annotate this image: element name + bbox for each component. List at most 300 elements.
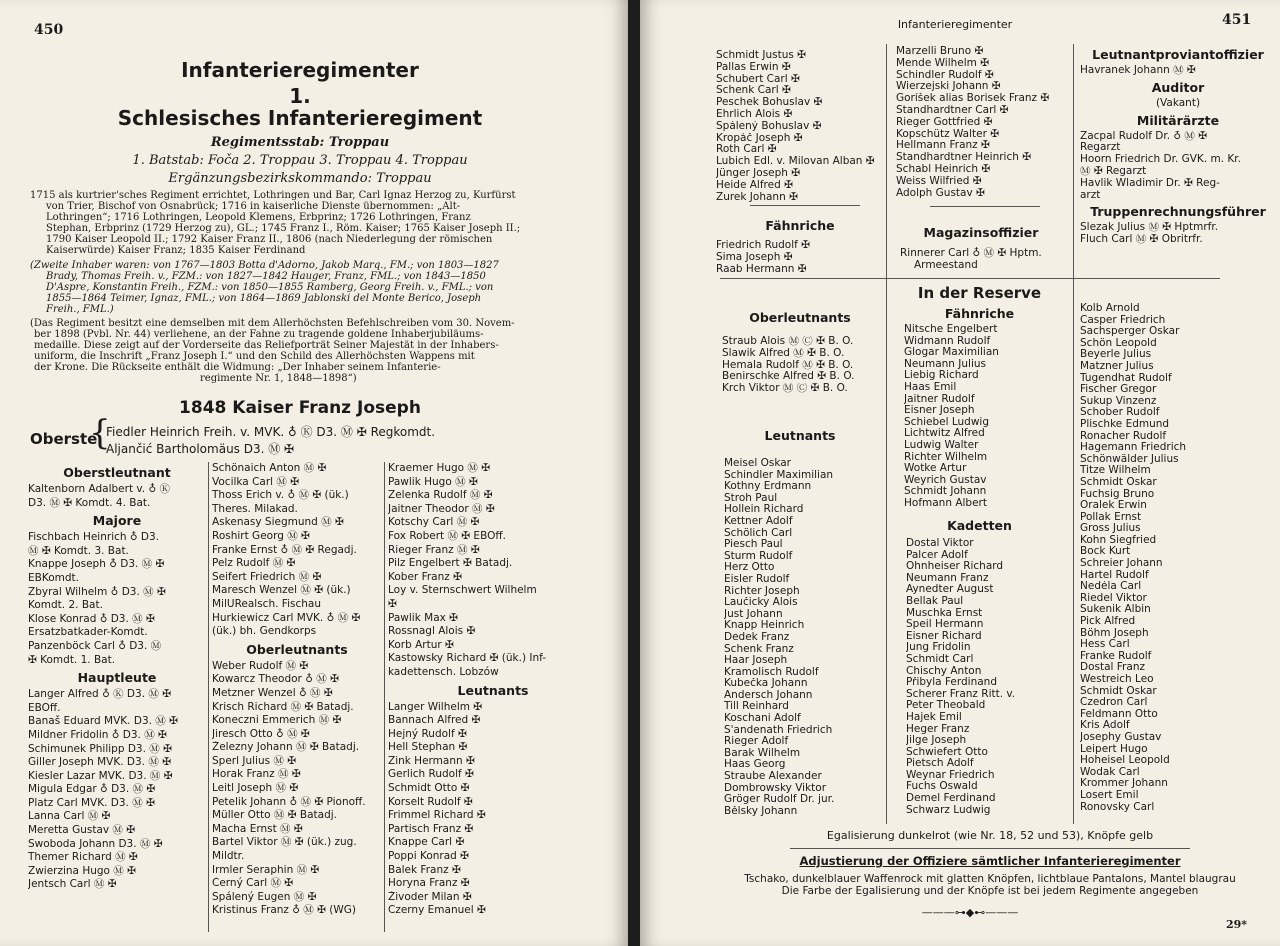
regiment-number: 1. bbox=[289, 84, 311, 108]
roster-entry: Schober Rudolf bbox=[1080, 407, 1160, 419]
roster-entry: Feldmann Otto bbox=[1080, 708, 1158, 720]
roster-entry: Sachsperger Oskar bbox=[1080, 326, 1180, 338]
roster-entry: EBKomdt. bbox=[28, 571, 79, 584]
roster-entry: ✠ bbox=[388, 597, 397, 610]
left-page bbox=[0, 0, 628, 946]
roster-entry: Hagemann Friedrich bbox=[1080, 442, 1187, 454]
roster-entry: Franke Rudolf bbox=[1080, 650, 1152, 662]
roster-entry: Hofmann Albert bbox=[904, 497, 987, 509]
roster-entry: Kristinus Franz ♁ Ⓜ ✠ (WG) bbox=[212, 904, 356, 917]
medaille-text: (Das Regiment besitzt eine demselben mit dem Allerhöchsten Befehlschreiben vom 30. Novem- ber 1898 (Pvbl. Nr. 44) verliehene, an der Fahne zu tragende goldene Inhaberjubiläums- medaille. Diese zeigt auf der Vorderseite das Reliefporträt Seiner Majestät in der Inhabers- uniform, die Inschrift „Franz Joseph I.“ und den Schild des Allerhöchsten Wappens mit der Krone. Die Rückseite enthält die Widmung: „Der Inhaber seinem Infanterie- regimente Nr. 1, 1848—1898“) bbox=[30, 318, 515, 384]
roster-entry: Müller Otto Ⓜ ✠ Batadj. bbox=[212, 809, 338, 822]
roster-entry: Heide Alfred ✠ bbox=[716, 179, 793, 191]
roster-entry: Piesch Paul bbox=[724, 539, 783, 551]
roster-entry: Hemala Rudolf Ⓜ ✠ B. O. bbox=[722, 359, 854, 371]
roster-entry: Rieger Adolf bbox=[724, 736, 789, 748]
roster-entry: Slawik Alfred Ⓜ ✠ B. O. bbox=[722, 347, 845, 359]
regiment-name: Schlesisches Infanterieregiment bbox=[117, 106, 483, 130]
reserve-oberleutnants-heading: Oberleutnants bbox=[749, 310, 851, 325]
roster-entry: Zacpal Rudolf Dr. ♁ Ⓜ ✠ bbox=[1080, 130, 1208, 142]
roster-entry: Hoorn Friedrich Dr. GVK. m. Kr. bbox=[1080, 154, 1241, 166]
roster-entry: Schönaich Anton Ⓜ ✠ bbox=[212, 462, 327, 474]
roster-entry: (Vakant) bbox=[1155, 97, 1201, 109]
roster-entry: Wodak Carl bbox=[1080, 766, 1140, 778]
roster-entry: Schubert Carl ✠ bbox=[716, 73, 800, 85]
roster-entry: Sturm Rudolf bbox=[724, 550, 793, 562]
roster-entry: Weiss Wilfried ✠ bbox=[896, 175, 982, 187]
roster-entry: Askenasy Siegmund Ⓜ ✠ bbox=[212, 516, 344, 529]
section-heading: Militärärzte bbox=[1136, 113, 1220, 128]
roster-entry: Till Reinhard bbox=[724, 701, 789, 713]
roster-entry: Regarzt bbox=[1080, 142, 1121, 154]
roster-entry: Andersch Johann bbox=[724, 689, 813, 701]
roster-entry: Ehrlich Alois ✠ bbox=[716, 108, 793, 120]
roster-entry: Kothny Erdmann bbox=[724, 481, 812, 493]
roster-entry: arzt bbox=[1080, 189, 1101, 201]
reserve-faehnriche-list bbox=[904, 324, 1072, 510]
roster-entry: Haas Georg bbox=[724, 759, 786, 771]
roster-entry: Kohn Siegfried bbox=[1080, 534, 1157, 546]
roster-entry: Plischke Edmund bbox=[1080, 418, 1170, 430]
roster-entry: Liebig Richard bbox=[904, 370, 979, 382]
roster-entry: Leipert Hugo bbox=[1080, 743, 1148, 755]
roster-entry: Schreier Johann bbox=[1080, 558, 1163, 570]
roster-entry: Havlik Wladimir Dr. ✠ Reg- bbox=[1080, 177, 1220, 189]
section-heading: Infanterieregimenter bbox=[181, 58, 419, 82]
roster-entry: Straube Alexander bbox=[724, 771, 822, 783]
roster-entry: Schenk Franz bbox=[724, 643, 794, 655]
roster-entry: Chischy Anton bbox=[906, 665, 982, 677]
roster-entry: Slezak Julius Ⓜ ✠ Hptmrfr. bbox=[1080, 222, 1219, 234]
roster-entry: Schindler Rudolf ✠ bbox=[896, 69, 994, 81]
roster-entry: Schönwälder Julius bbox=[1080, 453, 1179, 465]
faehnriche-heading: Fähnriche bbox=[765, 218, 835, 233]
roster-entry: Knappe Carl ✠ bbox=[388, 836, 465, 849]
roster-entry: Jiresch Otto ♁ Ⓜ ✠ bbox=[212, 727, 310, 740]
roster-entry: Petelik Johann ♁ Ⓜ ✠ Pionoff. bbox=[212, 795, 366, 808]
roster-entry: Losert Emil bbox=[1080, 789, 1139, 801]
book-gutter bbox=[628, 0, 640, 946]
column-c-reserve bbox=[1080, 303, 1276, 813]
roster-entry: Straub Alois Ⓜ Ⓒ ✠ B. O. bbox=[722, 336, 854, 347]
roster-entry: Dostal Viktor bbox=[906, 538, 974, 549]
roster-entry: Černý Carl Ⓜ ✠ bbox=[212, 877, 294, 890]
roster-entry: Spálený Bohuslav ✠ bbox=[716, 120, 822, 132]
roster-entry: Glogar Maximilian bbox=[904, 347, 999, 359]
roster-entry: Richter Wilhelm bbox=[904, 451, 988, 463]
batstab: 1. Batstab: Foča 2. Troppau 3. Troppau 4. Troppau bbox=[132, 153, 468, 168]
roster-entry: Langer Alfred ♁ Ⓚ D3. Ⓜ ✠ bbox=[28, 688, 172, 701]
roster-entry: Živoder Milan ✠ bbox=[388, 890, 472, 903]
roster-entry: Matzner Julius bbox=[1080, 360, 1154, 372]
roster-entry: Stroh Paul bbox=[724, 492, 778, 504]
roster-entry: Loy v. Sternschwert Wilhelm bbox=[388, 584, 537, 597]
roster-entry: Westreich Leo bbox=[1080, 674, 1154, 685]
roster-entry: Migula Edgar ♁ D3. Ⓜ ✠ bbox=[28, 783, 156, 796]
roster-entry: Mildner Fridolin ♁ D3. Ⓜ ✠ bbox=[28, 728, 167, 741]
roster-entry: Kolb Arnold bbox=[1080, 303, 1140, 314]
roster-entry: Ronacher Rudolf bbox=[1080, 430, 1167, 442]
reserve-leutnants-list bbox=[724, 458, 884, 817]
roster-entry: Roth Carl ✠ bbox=[716, 144, 777, 156]
roster-entry: Aynedter August bbox=[906, 584, 994, 596]
roster-entry: Sukenik Albin bbox=[1080, 604, 1151, 616]
roster-entry: Pilz Engelbert ✠ Batadj. bbox=[388, 557, 513, 570]
roster-entry: Schwarz Ludwig bbox=[906, 804, 991, 816]
roster-entry: Haar Joseph bbox=[724, 655, 788, 667]
roster-entry: Kramolisch Rudolf bbox=[724, 666, 819, 678]
roster-entry: Speil Hermann bbox=[906, 619, 984, 631]
roster-entry: Lubich Edl. v. Milovan Alban ✠ bbox=[716, 156, 875, 168]
roster-entry: Komdt. 2. Bat. bbox=[28, 599, 103, 612]
column-b-leutnants bbox=[896, 46, 1072, 199]
roster-entry: Titze Wilhelm bbox=[1080, 465, 1151, 477]
roster-entry: Jünger Joseph ✠ bbox=[716, 167, 801, 179]
roster-entry: Lichtwitz Alfred bbox=[904, 428, 985, 440]
roster-entry: Czerny Emanuel ✠ bbox=[388, 904, 486, 917]
roster-entry: Krch Viktor Ⓜ Ⓒ ✠ B. O. bbox=[722, 383, 848, 395]
roster-entry: Richter Joseph bbox=[724, 585, 800, 597]
roster-entry: Goríšek alias Borisek Franz ✠ bbox=[896, 93, 1050, 105]
roster-entry: Zbyral Wilhelm ♁ D3. Ⓜ ✠ bbox=[28, 585, 166, 598]
roster-entry: Pawlik Hugo Ⓜ ✠ bbox=[388, 475, 478, 488]
roster-entry: Heger Franz bbox=[906, 723, 970, 735]
roster-entry: Koneczni Emmerich Ⓜ ✠ bbox=[212, 714, 342, 727]
section-heading: Hauptleute bbox=[77, 671, 157, 686]
roster-entry: Partisch Franz ✠ bbox=[388, 822, 474, 835]
roster-entry: Neumann Franz bbox=[906, 572, 989, 584]
roster-entry: Zelenka Rudolf Ⓜ ✠ bbox=[388, 489, 493, 502]
roster-entry: Standhardtner Heinrich ✠ bbox=[896, 152, 1032, 164]
roster-entry: Schmidt Otto ✠ bbox=[388, 782, 470, 795]
roster-entry: Ronovsky Carl bbox=[1080, 801, 1155, 813]
section-heading: Oberstleutnant bbox=[63, 466, 171, 480]
roster-entry: Weynar Friedrich bbox=[906, 769, 995, 781]
roster-entry: Knappe Joseph ♁ D3. Ⓜ ✠ bbox=[28, 558, 165, 571]
roster-entry: Pallas Erwin ✠ bbox=[716, 61, 791, 73]
roster-entry: MilURealsch. Fischau bbox=[212, 597, 321, 610]
roster-entry: Schwiefert Otto bbox=[906, 746, 988, 758]
roster-entry: Horyna Franz ✠ bbox=[388, 877, 470, 890]
history-text: 1715 als kurtrier'sches Regiment errichtet, Lothringen und Bar, Carl Ignaz Herzog zu, Kurfürst von Trier, Bischof von Osnabrück; 1716 in kaiserliche Dienste übernommen: „Alt- Lothringen“; 1716 Lothringen, Leopold Klemens, Erbprinz; 1726 Lothringen, Franz Stephan, Erbprinz (1729 Herzog zu), GL.; 1745 Franz I., Röm. Kaiser; 1765 Kaiser Joseph II.; 1790 Kaiser Leopold II.; 1792 Kaiser Franz II., 1806 (nach Niederlegung der römischen Kaiserwürde) Kaiser Franz; 1835 Kaiser Ferdinand bbox=[30, 190, 521, 256]
roster-entry: Widmann Rudolf bbox=[904, 335, 991, 347]
roster-entry: Hoheisel Leopold bbox=[1080, 755, 1170, 767]
roster-entry: Mildtr. bbox=[212, 850, 245, 863]
page-number-left: 450 bbox=[34, 22, 64, 38]
roster-entry: Leitl Joseph Ⓜ ✠ bbox=[212, 782, 299, 795]
magazin-heading: Magazinsoffizier bbox=[923, 225, 1039, 240]
roster-entry: Schiebel Ludwig bbox=[904, 416, 990, 428]
roster-entry: Kastowsky Richard ✠ (ük.) Inf- bbox=[388, 652, 547, 665]
roster-entry: Panzenböck Carl ♁ D3. Ⓜ bbox=[28, 639, 162, 652]
roster-entry: Bock Kurt bbox=[1080, 546, 1131, 558]
roster-entry: Hartel Rudolf bbox=[1080, 569, 1149, 581]
roster-entry: Barak Wilhelm bbox=[724, 747, 801, 759]
roster-entry: Ersatzbatkader-Komdt. bbox=[28, 626, 148, 639]
column-oberleutnants-leutnants bbox=[388, 462, 598, 918]
roster-entry: Rossnagl Alois ✠ bbox=[388, 625, 476, 638]
roster-entry: Marzelli Bruno ✠ bbox=[896, 46, 984, 57]
roster-entry: Eisner Richard bbox=[906, 630, 982, 642]
right-page bbox=[640, 0, 1280, 946]
roster-entry: Demel Ferdinand bbox=[906, 793, 996, 805]
section-heading: Majore bbox=[92, 514, 142, 529]
roster-entry: Beyerle Julius bbox=[1080, 349, 1152, 361]
roster-entry: Schimunek Philipp D3. Ⓜ ✠ bbox=[28, 742, 172, 755]
reserve-heading: In der Reserve bbox=[917, 284, 1042, 302]
roster-entry: Pietsch Adolf bbox=[906, 758, 974, 770]
magazin-list: Rinnerer Carl ♁ Ⓜ ✠ Hptm. Armeestand bbox=[900, 247, 1042, 271]
roster-entry: Spálený Eugen Ⓜ ✠ bbox=[212, 890, 317, 903]
roster-entry: Meisel Oskar bbox=[724, 458, 792, 469]
roster-entry: Jaitner Rudolf bbox=[904, 393, 975, 405]
roster-entry: Czedron Carl bbox=[1080, 697, 1148, 709]
section-heading: Truppenrechnungsführer bbox=[1090, 205, 1266, 220]
roster-entry: Gröger Rudolf Dr. jur. bbox=[724, 794, 835, 806]
roster-entry: Bělsky Johann bbox=[724, 805, 798, 817]
roster-entry: Přibyla Ferdinand bbox=[906, 677, 997, 689]
roster-entry: Kraemer Hugo Ⓜ ✠ bbox=[388, 462, 491, 474]
roster-entry: Böhm Joseph bbox=[1080, 627, 1149, 639]
roster-entry: Irmler Seraphin Ⓜ ✠ bbox=[212, 863, 320, 876]
roster-entry: Schölich Carl bbox=[724, 527, 793, 539]
roster-entry: Pawlik Max ✠ bbox=[388, 611, 458, 624]
roster-entry: Giller Joseph MVK. D3. Ⓜ ✠ bbox=[28, 756, 171, 769]
roster-entry: Bannach Alfred ✠ bbox=[388, 714, 481, 727]
roster-entry: Eisler Rudolf bbox=[724, 573, 790, 585]
roster-entry: Korselt Rudolf ✠ bbox=[388, 795, 473, 808]
ergaenzungsbezirk: Ergänzungsbezirkskommando: Troppau bbox=[168, 171, 432, 186]
roster-entry: Platz Carl MVK. D3. Ⓜ ✠ bbox=[28, 796, 155, 809]
roster-entry: Scherer Franz Ritt. v. bbox=[906, 688, 1016, 700]
roster-entry: Meretta Gustav Ⓜ ✠ bbox=[28, 824, 136, 837]
kadetten-heading: Kadetten bbox=[947, 518, 1012, 533]
roster-entry: Hellmann Franz ✠ bbox=[896, 140, 990, 152]
roster-entry: Eisner Joseph bbox=[904, 405, 975, 417]
roster-entry: Kris Adolf bbox=[1080, 720, 1130, 732]
page-number-right: 451 bbox=[1222, 12, 1252, 28]
roster-entry: Fischbach Heinrich ♁ D3. bbox=[28, 531, 160, 544]
brace-icon: { bbox=[89, 413, 111, 453]
roster-entry: Muschka Ernst bbox=[906, 607, 983, 619]
roster-entry: Herz Otto bbox=[724, 562, 775, 574]
oberste-list: Fiedler Heinrich Freih. v. MVK. ♁ Ⓚ D3. Ⓜ ✠ Regkomdt. Aljančić Bartholomäus D3. Ⓜ ✠ bbox=[106, 425, 436, 456]
column-a-leutnants bbox=[716, 50, 884, 203]
roster-entry: Vocilka Carl Ⓜ ✠ bbox=[212, 475, 300, 488]
roster-entry: Zwierzina Hugo Ⓜ ✠ bbox=[28, 864, 136, 877]
roster-entry: Kopschütz Walter ✠ bbox=[896, 128, 1000, 140]
roster-entry: Ⓜ ✠ Komdt. 3. Bat. bbox=[28, 544, 129, 557]
roster-entry: Thoss Erich v. ♁ Ⓜ ✠ (ük.) bbox=[212, 489, 349, 502]
roster-entry: Frimmel Richard ✠ bbox=[388, 809, 486, 822]
roster-entry: Kowarcz Theodor ♁ Ⓜ ✠ bbox=[212, 673, 339, 686]
roster-entry: Fuchs Oswald bbox=[906, 781, 978, 793]
roster-entry: Mende Wilhelm ✠ bbox=[896, 57, 990, 69]
roster-entry: Fuchsig Bruno bbox=[1080, 488, 1155, 500]
roster-entry: Kaltenborn Adalbert v. ♁ Ⓚ bbox=[28, 483, 171, 495]
roster-entry: Ohnheiser Richard bbox=[906, 561, 1004, 573]
roster-entry: Poppi Konrad ✠ bbox=[388, 850, 469, 863]
roster-entry: Themer Richard Ⓜ ✠ bbox=[28, 851, 138, 864]
roster-entry: D3. Ⓜ ✠ Komdt. 4. Bat. bbox=[28, 496, 151, 509]
roster-entry: Benirschke Alfred ✠ B. O. bbox=[722, 371, 855, 383]
roster-entry: Kotschy Carl Ⓜ ✠ bbox=[388, 516, 480, 529]
roster-entry: Palcer Adolf bbox=[906, 549, 968, 561]
column-c-staff bbox=[1080, 44, 1276, 246]
roster-entry: Schindler Maximilian bbox=[724, 469, 834, 481]
roster-entry: Hell Stephan ✠ bbox=[388, 741, 468, 754]
roster-entry: Ludwig Walter bbox=[904, 439, 979, 451]
roster-entry: Franke Ernst ♁ Ⓜ ✠ Regadj. bbox=[212, 543, 357, 556]
roster-entry: Schenk Carl ✠ bbox=[716, 85, 791, 97]
roster-entry: Lanna Carl Ⓜ ✠ bbox=[28, 810, 111, 823]
roster-entry: Hurkiewicz Carl MVK. ♁ Ⓜ ✠ bbox=[212, 611, 361, 624]
roster-entry: Gerlich Rudolf ✠ bbox=[388, 768, 474, 781]
roster-entry: Pollak Ernst bbox=[1080, 511, 1142, 523]
roster-entry: Riedel Viktor bbox=[1080, 592, 1147, 604]
roster-entry: Langer Wilhelm ✠ bbox=[388, 700, 483, 713]
roster-entry: Schön Leopold bbox=[1080, 337, 1157, 349]
running-head: Infanterieregimenter bbox=[897, 18, 1013, 31]
roster-entry: Havranek Johann Ⓜ ✠ bbox=[1080, 65, 1196, 76]
roster-entry: Fischer Gregor bbox=[1080, 384, 1157, 396]
roster-entry: Theres. Milakad. bbox=[212, 502, 298, 515]
roster-entry: Raab Hermann ✠ bbox=[716, 263, 807, 275]
roster-entry: Gross Julius bbox=[1080, 523, 1141, 535]
roster-entry: Pick Alfred bbox=[1080, 616, 1136, 628]
column-a-faehnriche bbox=[716, 240, 884, 275]
roster-entry: Neumann Julius bbox=[904, 358, 986, 370]
roster-entry: Standhardtner Carl ✠ bbox=[896, 104, 1009, 116]
roster-entry: Casper Friedrich bbox=[1080, 314, 1166, 326]
roster-entry: Schabl Heinrich ✠ bbox=[896, 163, 991, 175]
roster-entry: Žurek Johann ✠ bbox=[716, 191, 798, 203]
roster-entry: ✠ Komdt. 1. Bat. bbox=[28, 653, 116, 666]
roster-entry: Josephy Gustav bbox=[1080, 731, 1162, 743]
roster-entry: Sukup Vinzenz bbox=[1080, 395, 1157, 407]
regimentsstab: Regimentsstab: Troppau bbox=[210, 135, 390, 150]
roster-entry: Seifert Friedrich Ⓜ ✠ bbox=[212, 570, 322, 583]
signature-mark: 29* bbox=[1226, 918, 1248, 931]
roster-entry: Šima Joseph ✠ bbox=[716, 251, 793, 263]
roster-entry: Hollein Richard bbox=[724, 504, 804, 516]
roster-entry: Maresch Wenzel Ⓜ ✠ (ük.) bbox=[212, 584, 351, 597]
reserve-leutnants-heading: Leutnants bbox=[764, 428, 836, 443]
ornament-divider: ———⊶◆⊷——— bbox=[921, 906, 1019, 919]
zweite-inhaber: (Zweite Inhaber waren: von 1767—1803 Botta d'Adorno, Jakob Marq., FM.; von 1803—1827 Brady, Thomas Freih. v., FZM.: von 1827—1842 Hauger, Franz, FML.; von 1843—1850 D'Aspre, Konstantin Freih., FZM.: von 1850—1855 Ramberg, Georg Freih. v., FML.; von 1855—1864 Teimer, Ignaz, FML.; von 1864—1869 Jablonski del Monte Berico, Joseph Freih., FML.) bbox=[30, 260, 499, 315]
adjustierung-text: Tschako, dunkelblauer Waffenrock mit glatten Knöpfen, lichtblaue Pantalons, Mantel blaugrau Die Farbe der Egalisierung und der Knöpfe ist bei jedem Regimente angegeben bbox=[744, 873, 1236, 897]
roster-entry: Hejný Rudolf ✠ bbox=[388, 727, 467, 740]
roster-entry: Zink Hermann ✠ bbox=[388, 754, 475, 767]
roster-entry: (ük.) bh. Gendkorps bbox=[212, 625, 317, 638]
column-stab-offiziere bbox=[28, 462, 206, 892]
roster-entry: Schmidt Justus ✠ bbox=[716, 50, 806, 61]
roster-entry: Sperl Julius Ⓜ ✠ bbox=[212, 754, 297, 767]
roster-entry: Schmidt Oskar bbox=[1080, 685, 1157, 697]
roster-entry: Weber Rudolf Ⓜ ✠ bbox=[212, 659, 309, 672]
egalisierung-note: Egalisierung dunkelrot (wie Nr. 18, 52 und 53), Knöpfe gelb bbox=[826, 829, 1154, 842]
roster-entry: Kettner Adolf bbox=[724, 515, 793, 527]
roster-entry: Nedéla Carl bbox=[1080, 581, 1142, 593]
roster-entry: Dedek Franz bbox=[724, 631, 790, 643]
roster-entry: Rieger Franz Ⓜ ✠ bbox=[388, 543, 480, 556]
section-heading: Oberleutnants bbox=[246, 642, 348, 657]
roster-entry: Schmidt Johann bbox=[904, 486, 987, 498]
roster-entry: Pelz Rudolf Ⓜ ✠ bbox=[212, 557, 296, 570]
section-heading: Auditor bbox=[1151, 80, 1205, 95]
roster-entry: Tugendhat Rudolf bbox=[1080, 372, 1172, 384]
roster-entry: EBOff. bbox=[28, 701, 61, 714]
roster-entry: Korb Artur ✠ bbox=[388, 638, 454, 651]
roster-entry: Macha Ernst Ⓜ ✠ bbox=[212, 822, 303, 835]
roster-entry: Knapp Heinrich bbox=[724, 620, 805, 632]
roster-entry: Wierzejski Johann ✠ bbox=[896, 81, 1001, 93]
roster-entry: Rieger Gottfried ✠ bbox=[896, 116, 993, 128]
column-hauptleute-oberleutnants bbox=[212, 462, 382, 918]
roster-entry: Haas Emil bbox=[904, 381, 957, 393]
roster-entry: Klose Konrad ♁ D3. Ⓜ ✠ bbox=[28, 612, 155, 625]
roster-entry: S'andenath Friedrich bbox=[724, 724, 833, 736]
reserve-oberleutnants-list bbox=[722, 336, 884, 395]
roster-entry: Ⓜ ✠ Regarzt bbox=[1080, 165, 1147, 177]
roster-entry: Wotke Artur bbox=[904, 463, 967, 475]
roster-entry: Kubečka Johann bbox=[724, 678, 808, 690]
roster-entry: Koschani Adolf bbox=[724, 713, 801, 725]
roster-entry: Jentsch Carl Ⓜ ✠ bbox=[28, 878, 117, 891]
roster-entry: Banaš Eduard MVK. D3. Ⓜ ✠ bbox=[28, 715, 178, 728]
roster-entry: Kober Franz ✠ bbox=[388, 570, 462, 583]
roster-entry: Adolph Gustav ✠ bbox=[896, 187, 985, 199]
roster-entry: Železny Johann Ⓜ ✠ Batadj. bbox=[212, 741, 360, 754]
roster-entry: Dostal Franz bbox=[1080, 662, 1145, 674]
roster-entry: Kropáč Joseph ✠ bbox=[716, 132, 803, 144]
kadetten-list bbox=[906, 538, 1072, 816]
roster-entry: Schmidt Oskar bbox=[1080, 476, 1157, 488]
roster-entry: Kiesler Lazar MVK. D3. Ⓜ ✠ bbox=[28, 769, 173, 782]
roster-entry: Laučicky Alois bbox=[724, 597, 798, 609]
roster-entry: Bartel Viktor Ⓜ ✠ (ük.) zug. bbox=[212, 836, 357, 849]
section-heading: Leutnants bbox=[457, 683, 529, 698]
roster-entry: Roshirt Georg Ⓜ ✠ bbox=[212, 529, 310, 542]
roster-entry: Jaitner Theodor Ⓜ ✠ bbox=[388, 502, 495, 515]
section-heading: Leutnantproviantoffizier bbox=[1092, 48, 1264, 62]
inhaber-title: 1848 Kaiser Franz Joseph bbox=[179, 398, 421, 418]
adjustierung-heading: Adjustierung der Offiziere sämtlicher Infanterieregimenter bbox=[799, 854, 1181, 868]
roster-entry: Nitsche Engelbert bbox=[904, 324, 998, 335]
roster-entry: Fox Robert Ⓜ ✠ EBOff. bbox=[388, 529, 506, 542]
oberste-label: Oberste bbox=[30, 430, 98, 448]
roster-entry: Krisch Richard Ⓜ ✠ Batadj. bbox=[212, 700, 354, 713]
roster-entry: Swoboda Johann D3. Ⓜ ✠ bbox=[28, 837, 163, 850]
roster-entry: Friedrich Rudolf ✠ bbox=[716, 240, 810, 251]
roster-entry: kadettensch. Lobzów bbox=[388, 665, 499, 678]
roster-entry: Balek Franz ✠ bbox=[388, 863, 461, 876]
roster-entry: Schmidt Carl bbox=[906, 653, 974, 665]
roster-entry: Metzner Wenzel ♁ Ⓜ ✠ bbox=[212, 686, 333, 699]
roster-entry: Oralek Erwin bbox=[1080, 500, 1147, 512]
roster-entry: Fluch Carl Ⓜ ✠ Obritrfr. bbox=[1080, 234, 1203, 246]
roster-entry: Just Johann bbox=[724, 608, 783, 620]
roster-entry: Bellak Paul bbox=[906, 595, 964, 607]
roster-entry: Hess Carl bbox=[1080, 639, 1130, 651]
roster-entry: Weyrich Gustav bbox=[904, 474, 987, 486]
roster-entry: Krommer Johann bbox=[1080, 778, 1168, 790]
roster-entry: Jung Fridolin bbox=[906, 642, 971, 654]
roster-entry: Peschek Bohuslav ✠ bbox=[716, 97, 823, 109]
roster-entry: Dombrowsky Viktor bbox=[724, 782, 827, 794]
roster-entry: Jilge Joseph bbox=[906, 735, 967, 747]
roster-entry: Horak Franz Ⓜ ✠ bbox=[212, 768, 301, 781]
